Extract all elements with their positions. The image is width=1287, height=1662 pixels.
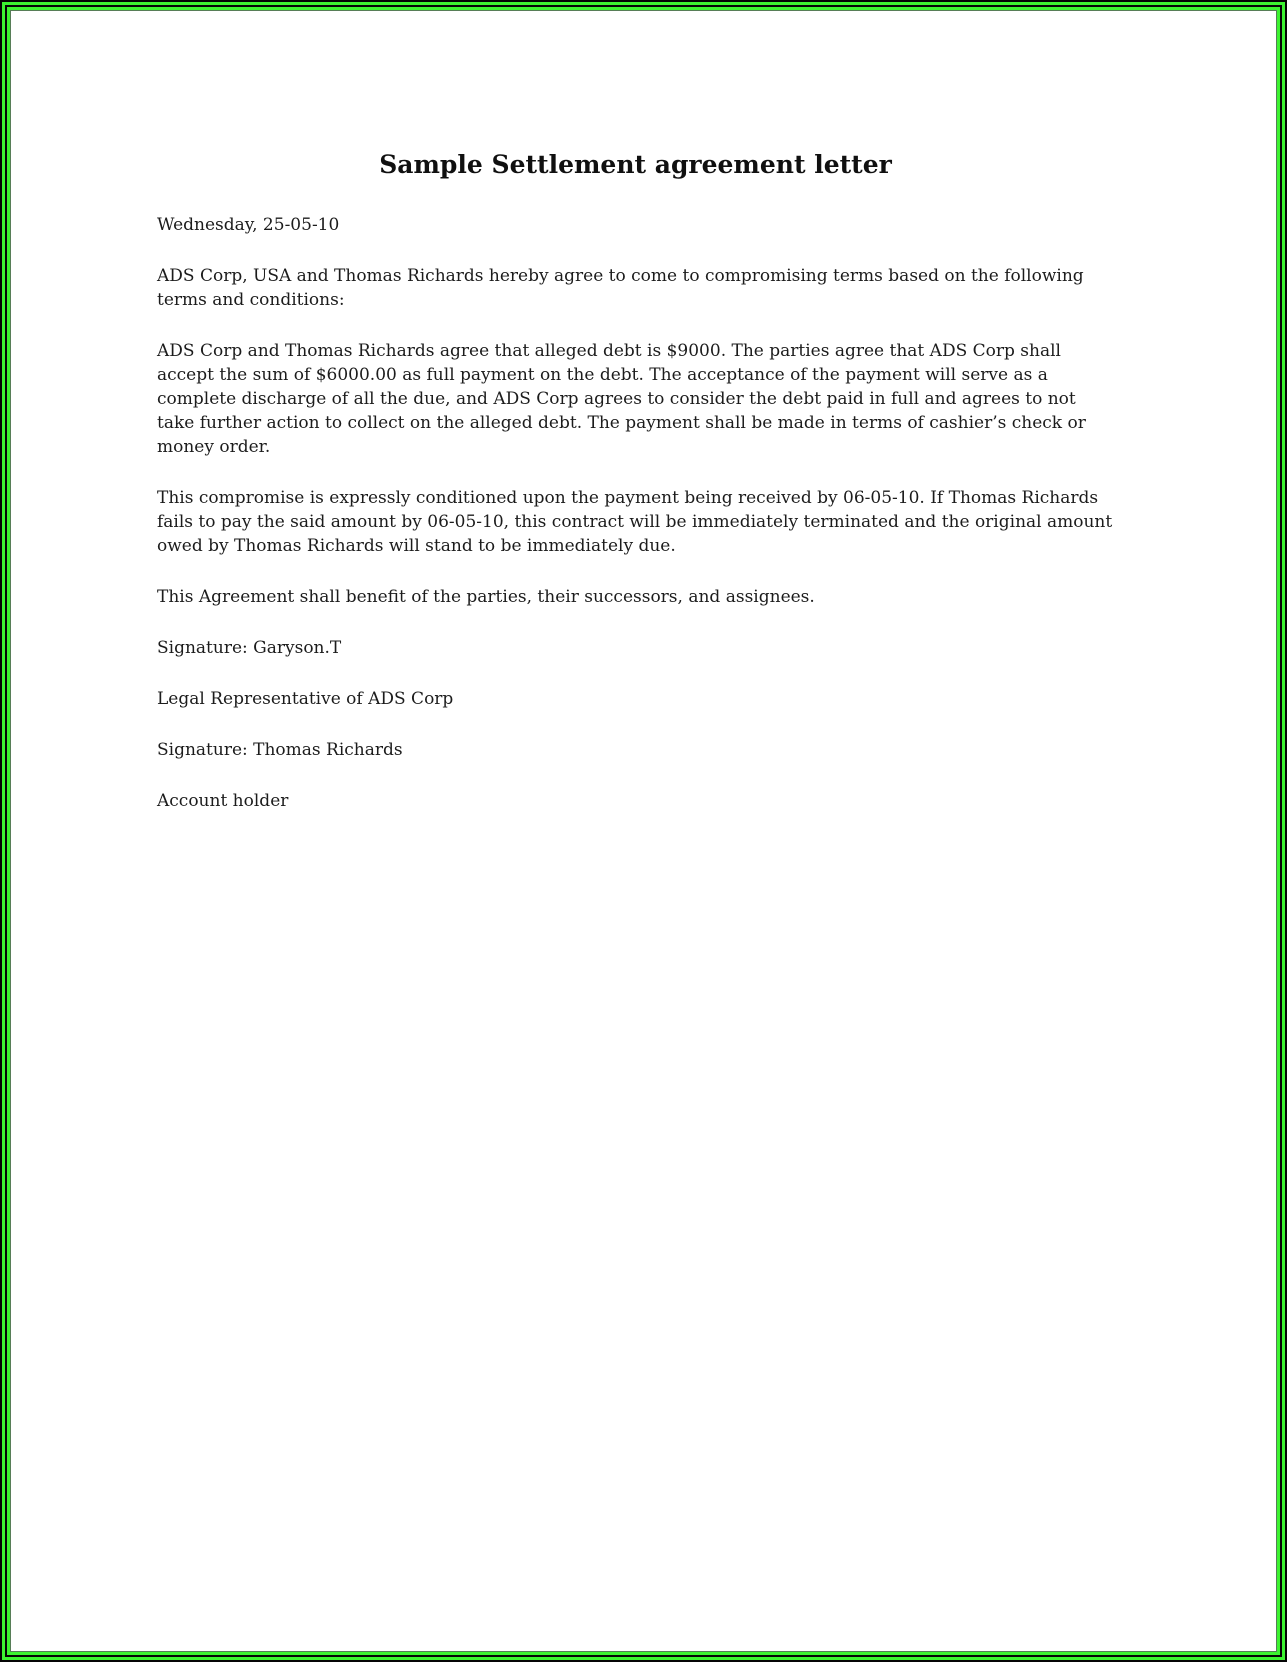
paragraph-intro: ADS Corp, USA and Thomas Richards hereby agree to come to compromising terms based on the following terms and conditions: [157,266,1084,310]
paragraph-payment-deadline: This compromise is expressly conditioned upon the payment being received by 06-05-10. If Thomas Richards fails to pay the said amount by 06-05-10, this contract will be immediately terminated and the original amount owed by Thomas Richards will stand to be immediately due. [157,488,1113,556]
page-border-inner-green [7,7,1280,1655]
signature-line-legal-rep: Signature: Garyson.T [157,638,342,658]
signature-line-account-holder: Signature: Thomas Richards [157,740,403,760]
date-line: Wednesday, 25-05-10 [157,215,340,235]
page-border-inner-line [5,5,1282,1657]
paragraph-settlement-terms: ADS Corp and Thomas Richards agree that alleged debt is $9000. The parties agree that ADS Corp shall accept the sum of $6000.00 as full payment on the debt. The acceptance of the payment will serve as a complete discharge of all the due, and ADS Corp agrees to consider the debt paid in full and agrees to not take further action to collect on the alleged debt. The payment shall be made in terms of cashier’s check or money order. [157,341,1086,457]
page-title: Sample Settlement agreement letter [379,150,892,179]
signature-role-legal-rep: Legal Representative of ADS Corp [157,689,454,709]
document-page [10,10,1277,1652]
paragraph-benefit-clause: This Agreement shall benefit of the parties, their successors, and assignees. [157,587,815,607]
signature-role-account-holder: Account holder [157,791,289,811]
